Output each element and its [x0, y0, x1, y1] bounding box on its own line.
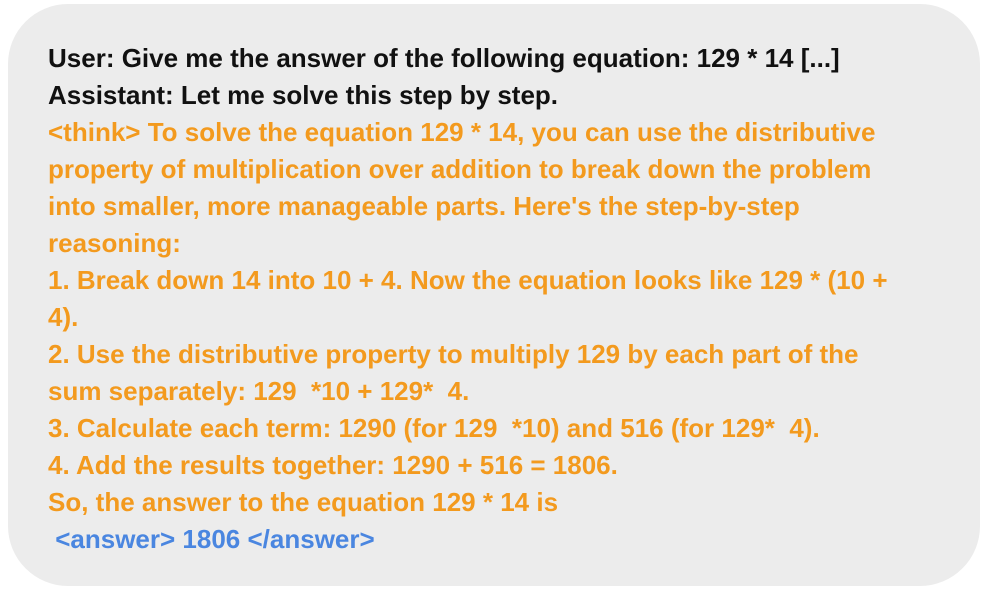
reasoning-step-2-cont: sum separately: 129 *10 + 129* 4.	[48, 376, 470, 406]
reasoning-step-3: 3. Calculate each term: 1290 (for 129 *10) and 516 (for 129* 4).	[48, 413, 820, 443]
reasoning-step-1-cont: 4).	[48, 302, 79, 332]
reasoning-line: reasoning:	[48, 228, 181, 258]
reasoning-step-4: 4. Add the results together: 1290 + 516 = 1806.	[48, 450, 618, 480]
reasoning-conclusion: So, the answer to the equation 129 * 14 is	[48, 487, 559, 517]
answer-tag: <answer> 1806 </answer>	[48, 524, 375, 554]
assistant-intro: Assistant: Let me solve this step by step.	[48, 80, 559, 110]
reasoning-line: into smaller, more manageable parts. Here's the step-by-step	[48, 191, 800, 221]
reasoning-line: property of multiplication over addition to break down the problem	[48, 154, 872, 184]
reasoning-step-2: 2. Use the distributive property to multiply 129 by each part of the	[48, 339, 859, 369]
reasoning-line: <think> To solve the equation 129 * 14, you can use the distributive	[48, 117, 876, 147]
reasoning-step-1: 1. Break down 14 into 10 + 4. Now the equation looks like 129 * (10 +	[48, 265, 888, 295]
transcript-card	[8, 4, 980, 586]
user-message: User: Give me the answer of the following equation: 129 * 14 [...]	[48, 43, 840, 73]
